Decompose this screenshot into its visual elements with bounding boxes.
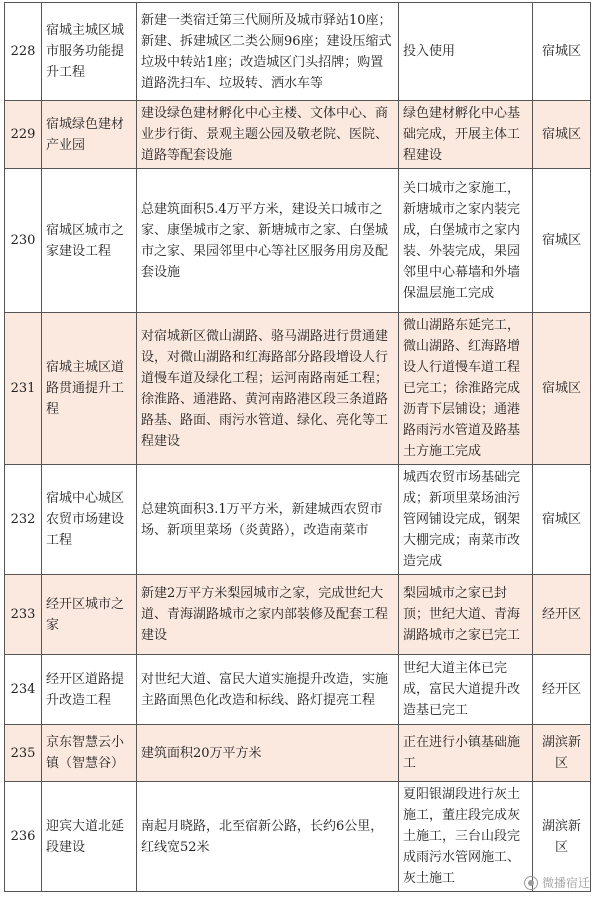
project-name: 迎宾大道北延段建设 — [42, 782, 137, 892]
table-row — [5, 3, 591, 101]
row-number: 230 — [5, 169, 42, 313]
watermark — [524, 874, 590, 891]
row-number: 229 — [5, 101, 42, 169]
project-area: 宿城区 — [533, 3, 591, 101]
table-row — [5, 575, 591, 655]
table-row — [5, 465, 591, 575]
project-area: 经开区 — [533, 575, 591, 655]
project-progress: 夏阳银湖段进行灰土施工，董庄段完成灰土施工，三台山段完成雨污水管网施工、灰土施工 — [399, 782, 533, 892]
row-number: 228 — [5, 3, 42, 101]
project-progress: 微山湖路东延完工，微山湖路、红海路增设人行道慢车道工程已完工；徐淮路完成沥青下层铺设；通港路雨污水管道及路基土方施工完成 — [399, 313, 533, 465]
project-area: 宿城区 — [533, 313, 591, 465]
project-content: 对宿城新区微山湖路、骆马湖路进行贯通建设，对微山湖路和红海路部分路段增设人行道慢车道及绿化工程；运河南路南延工程；徐淮路、通港路、黄河南路港区段三条道路路基、路面、雨污水管道、绿化、亮化等工程建设 — [137, 313, 399, 465]
table-row — [5, 655, 591, 725]
row-number: 233 — [5, 575, 42, 655]
project-content: 新建2万平方米梨园城市之家，完成世纪大道、青海湖路城市之家内部装修及配套工程建设 — [137, 575, 399, 655]
row-number: 232 — [5, 465, 42, 575]
project-progress: 绿色建材孵化中心基础完成，开展主体工程建设 — [399, 101, 533, 169]
project-area: 宿城区 — [533, 101, 591, 169]
project-progress: 世纪大道主体已完成，富民大道提升改造基已完工 — [399, 655, 533, 725]
project-table — [4, 2, 591, 892]
project-content: 总建筑面积5.4万平方米，建设关口城市之家、康堡城市之家、新塘城市之家、白堡城市之家、果园邻里中心等社区服务用房及配套设施 — [137, 169, 399, 313]
row-number: 231 — [5, 313, 42, 465]
project-name: 经开区城市之家 — [42, 575, 137, 655]
table-row — [5, 725, 591, 782]
project-content: 新建一类宿迁第三代厕所及城市驿站10座；新建、拆建城区二类公厕96座；建设压缩式垃圾中转站1座；改造城区门头招牌；购置道路洗扫车、垃圾转、洒水车等 — [137, 3, 399, 101]
project-progress: 正在进行小镇基础施工 — [399, 725, 533, 782]
row-number: 234 — [5, 655, 42, 725]
project-name: 宿城区城市之家建设工程 — [42, 169, 137, 313]
project-area: 经开区 — [533, 655, 591, 725]
project-progress: 投入使用 — [399, 3, 533, 101]
row-number: 235 — [5, 725, 42, 782]
project-name: 京东智慧云小镇（智慧谷） — [42, 725, 137, 782]
project-progress: 城西农贸市场基础完成；新项里菜场油污管网铺设完成，钢架大棚完成；南菜市改造完成 — [399, 465, 533, 575]
project-content: 对世纪大道、富民大道实施提升改造，实施主路面黑色化改造和标线、路灯提亮工程 — [137, 655, 399, 725]
table-row — [5, 782, 591, 892]
project-name: 宿城中心城区农贸市场建设工程 — [42, 465, 137, 575]
wechat-logo-icon — [524, 876, 538, 890]
project-content: 南起月晓路，北至宿新公路，长约6公里，红线宽52米 — [137, 782, 399, 892]
project-content: 建筑面积20万平方米 — [137, 725, 399, 782]
project-area: 湖滨新区 — [533, 782, 591, 892]
project-progress: 梨园城市之家已封顶；世纪大道、青海湖路城市之家已完工 — [399, 575, 533, 655]
row-number: 236 — [5, 782, 42, 892]
project-progress: 关口城市之家施工，新塘城市之家内装完成，白堡城市之家内装、外装完成，果园邻里中心幕墙和外墙保温层施工完成 — [399, 169, 533, 313]
project-name: 宿城主城区道路贯通提升工程 — [42, 313, 137, 465]
table-row — [5, 313, 591, 465]
project-content: 建设绿色建材孵化中心主楼、文体中心、商业步行街、景观主题公园及敬老院、医院、道路等配套设施 — [137, 101, 399, 169]
project-content: 总建筑面积3.1万平方米，新建城西农贸市场、新项里菜场（炎黄路），改造南菜市 — [137, 465, 399, 575]
project-area: 湖滨新区 — [533, 725, 591, 782]
table-row — [5, 169, 591, 313]
project-name: 宿城主城区城市服务功能提升工程 — [42, 3, 137, 101]
project-area: 宿城区 — [533, 169, 591, 313]
watermark-text: 微播宿迁 — [541, 876, 590, 890]
table-row — [5, 101, 591, 169]
project-area: 宿城区 — [533, 465, 591, 575]
project-name: 宿城绿色建材产业园 — [42, 101, 137, 169]
project-name: 经开区道路提升改造工程 — [42, 655, 137, 725]
